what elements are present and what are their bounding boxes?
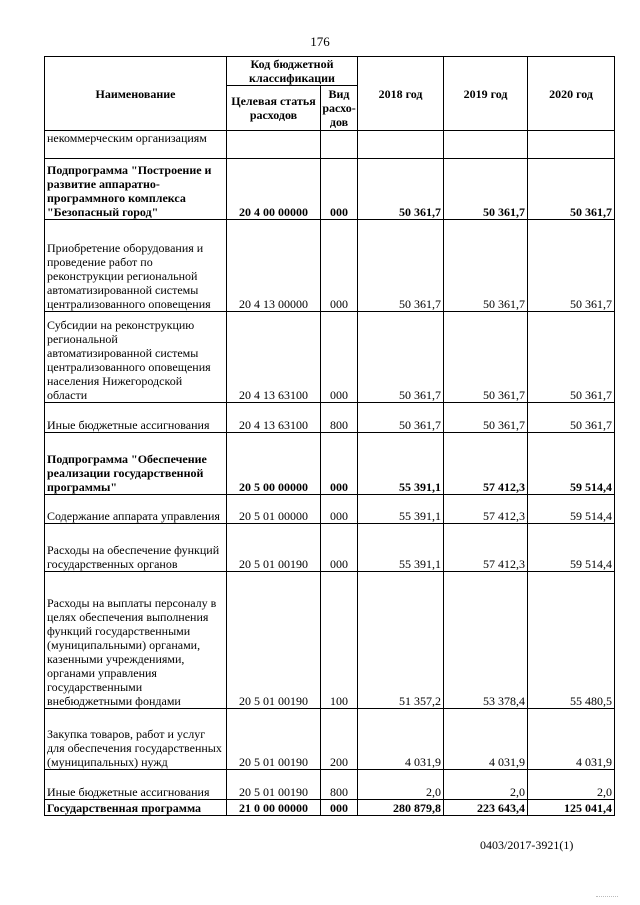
table-row [45,312,615,403]
row-name: Расходы на обеспечение функций государственных органов [45,524,227,572]
row-expense-type: 100 [321,572,358,709]
table-row [45,770,615,800]
row-value-2018: 2,0 [358,770,444,800]
row-value-2018: 50 361,7 [358,159,444,220]
table-row [45,403,615,433]
row-expense-type [321,131,358,159]
row-expense-type: 200 [321,709,358,770]
row-name: Закупка товаров, работ и услуг для обеспечения государственных (муниципальных) нужд [45,709,227,770]
row-value-2020: 50 361,7 [528,159,615,220]
table-row [45,131,615,159]
row-expense-type: 000 [321,312,358,403]
row-expense-type: 800 [321,770,358,800]
row-value-2019: 50 361,7 [444,159,528,220]
row-expense-type: 000 [321,159,358,220]
table-row [45,709,615,770]
row-value-2018: 4 031,9 [358,709,444,770]
row-value-2020: 55 480,5 [528,572,615,709]
row-value-2019: 50 361,7 [444,312,528,403]
table-row [45,495,615,524]
header-2018: 2018 год [358,57,444,131]
row-value-2020: 125 041,4 [528,800,615,816]
row-name: Иные бюджетные ассигнования [45,403,227,433]
row-value-2019: 4 031,9 [444,709,528,770]
row-value-2019: 223 643,4 [444,800,528,816]
page-number: 176 [310,34,330,49]
row-expense-type: 000 [321,800,358,816]
row-target-article: 20 5 01 00190 [227,572,321,709]
row-value-2020: 59 514,4 [528,433,615,495]
row-target-article [227,131,321,159]
header-target-article: Целевая статья расходов [227,86,321,131]
row-name: некоммерческим организациям [45,131,227,159]
row-target-article: 20 5 01 00190 [227,770,321,800]
row-target-article: 20 4 00 00000 [227,159,321,220]
row-expense-type: 000 [321,433,358,495]
row-value-2020: 50 361,7 [528,312,615,403]
row-name: Субсидии на реконструкцию региональной автоматизированной системы централизованного оповещения населения Нижегородской области [45,312,227,403]
row-target-article: 20 4 13 63100 [227,403,321,433]
row-expense-type: 800 [321,403,358,433]
row-value-2019 [444,131,528,159]
row-value-2019: 53 378,4 [444,572,528,709]
row-value-2020: 59 514,4 [528,495,615,524]
row-expense-type: 000 [321,220,358,312]
row-name: Расходы на выплаты персоналу в целях обеспечения выполнения функций государственными (муниципальными) органами, казенными учреждениями, органами управления государственными внебюджетными фондами [45,572,227,709]
row-name: Приобретение оборудования и проведение работ по реконструкции региональной автоматизированной системы централизованного оповещения [45,220,227,312]
row-value-2019: 57 412,3 [444,524,528,572]
row-expense-type: 000 [321,524,358,572]
table-body [45,131,615,816]
row-value-2020 [528,131,615,159]
row-name: Подпрограмма "Построение и развитие аппаратно-программного комплекса "Безопасный город" [45,159,227,220]
row-target-article: 20 4 13 00000 [227,220,321,312]
row-name: Содержание аппарата управления [45,495,227,524]
header-2019: 2019 год [444,57,528,131]
row-value-2018: 55 391,1 [358,495,444,524]
budget-table [44,56,615,816]
header-expense-type: Вид расхо-дов [322,87,356,129]
row-value-2018: 50 361,7 [358,403,444,433]
row-value-2018: 55 391,1 [358,524,444,572]
row-value-2018: 55 391,1 [358,433,444,495]
table-row [45,433,615,495]
header-code-group: Код бюджетной классификации [227,57,358,86]
row-value-2019: 50 361,7 [444,220,528,312]
table-row [45,159,615,220]
table-row [45,572,615,709]
table-row [45,524,615,572]
row-value-2020: 50 361,7 [528,403,615,433]
row-value-2019: 2,0 [444,770,528,800]
header-name: Наименование [45,57,227,131]
row-value-2019: 57 412,3 [444,495,528,524]
row-value-2020: 4 031,9 [528,709,615,770]
table-row [45,800,615,816]
row-name: Иные бюджетные ассигнования [45,770,227,800]
row-target-article: 20 5 00 00000 [227,433,321,495]
row-value-2018: 51 357,2 [358,572,444,709]
row-target-article: 20 5 01 00000 [227,495,321,524]
row-expense-type: 000 [321,495,358,524]
row-target-article: 21 0 00 00000 [227,800,321,816]
row-value-2020: 2,0 [528,770,615,800]
row-value-2018 [358,131,444,159]
row-value-2019: 57 412,3 [444,433,528,495]
header-2020: 2020 год [528,57,615,131]
row-value-2018: 50 361,7 [358,220,444,312]
row-value-2020: 50 361,7 [528,220,615,312]
row-name: Подпрограмма "Обеспечение реализации государственной программы" [45,433,227,495]
table-row [45,220,615,312]
document-code: 0403/2017-3921(1) [480,838,574,852]
row-value-2018: 50 361,7 [358,312,444,403]
row-target-article: 20 5 01 00190 [227,524,321,572]
row-target-article: 20 4 13 63100 [227,312,321,403]
row-value-2019: 50 361,7 [444,403,528,433]
row-value-2020: 59 514,4 [528,524,615,572]
row-value-2018: 280 879,8 [358,800,444,816]
corner-mark [596,896,618,901]
row-name: Государственная программа [45,800,227,816]
row-target-article: 20 5 01 00190 [227,709,321,770]
